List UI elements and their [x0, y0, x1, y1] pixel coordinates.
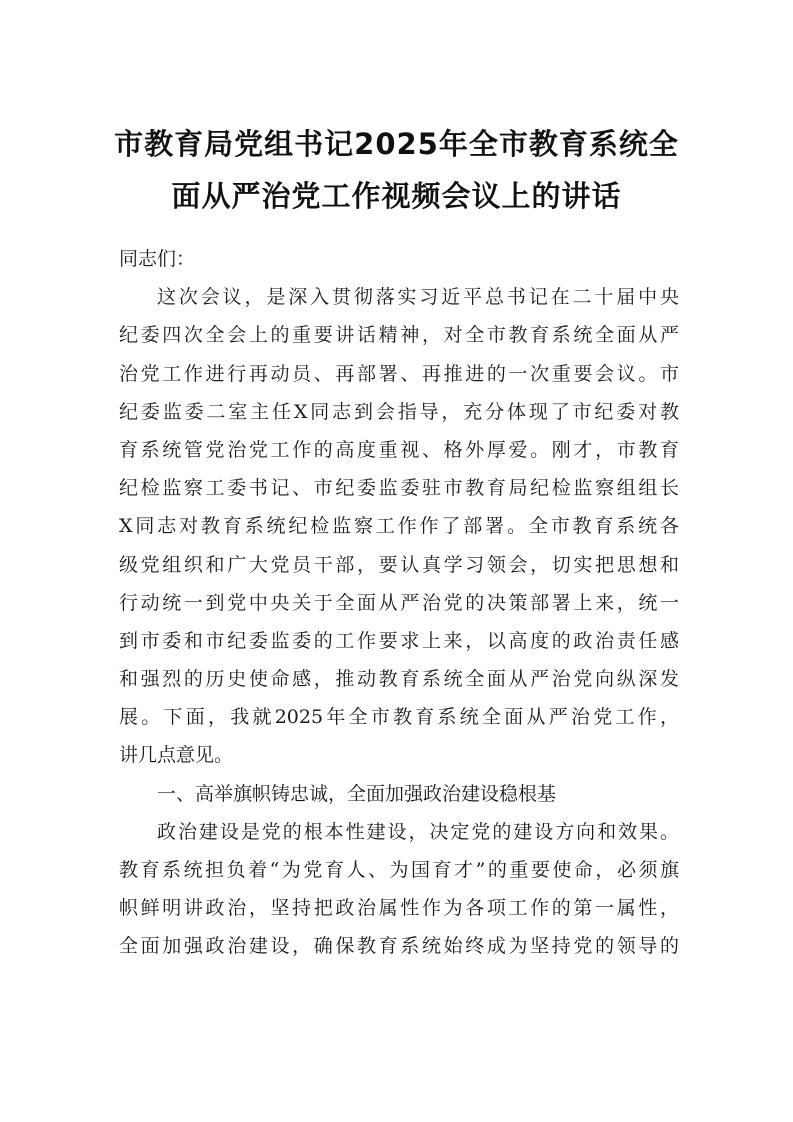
body-line: 纪委四次全会上的重要讲话精神，对全市教育系统全面从严: [119, 324, 679, 347]
body-line: 育系统管党治党工作的高度重视、格外厚爱。刚才，市教育: [119, 438, 679, 461]
body-line: 行动统一到党中央关于全面从严治党的决策部署上来，统一: [119, 591, 679, 614]
body-line: 治党工作进行再动员、再部署、再推进的一次重要会议。市: [119, 362, 679, 385]
body-line: 和强烈的历史使命感，推动教育系统全面从严治党向纵深发: [119, 668, 679, 691]
body-line: 帜鲜明讲政治，坚持把政治属性作为各项工作的第一属性，: [119, 897, 679, 920]
body-line: 全面加强政治建设，确保教育系统始终成为坚持党的领导的: [119, 935, 679, 958]
section-heading: 一、高举旗帜铸忠诚，全面加强政治建设稳根基: [157, 782, 557, 805]
body-line: 纪检监察工委书记、市纪委监委驻市教育局纪检监察组组长: [119, 477, 679, 500]
body-line: 展。下面，我就2025年全市教育系统全面从严治党工作，: [119, 706, 679, 729]
body-line: 政治建设是党的根本性建设，决定党的建设方向和效果。: [157, 820, 679, 843]
body-line: 这次会议，是深入贯彻落实习近平总书记在二十届中央: [157, 286, 679, 309]
body-line: X同志对教育系统纪检监察工作作了部署。全市教育系统各: [119, 515, 679, 538]
title-line-1: 市教育局党组书记2025年全市教育系统全: [114, 127, 679, 161]
salutation: 同志们：: [119, 248, 196, 270]
body-line: 教育系统担负着“为党育人、为国育才”的重要使命，必须旗: [119, 859, 679, 881]
title-line-2: 面从严治党工作视频会议上的讲话: [171, 179, 622, 213]
body-line: 纪委监委二室主任X同志到会指导，充分体现了市纪委对教: [119, 400, 679, 423]
body-line: 级党组织和广大党员干部，要认真学习领会，切实把思想和: [119, 553, 679, 576]
body-line: 讲几点意见。: [119, 744, 234, 767]
document-body: [119, 240, 679, 966]
document-title: [100, 118, 693, 222]
body-line: 到市委和市纪委监委的工作要求上来，以高度的政治责任感: [119, 629, 679, 652]
